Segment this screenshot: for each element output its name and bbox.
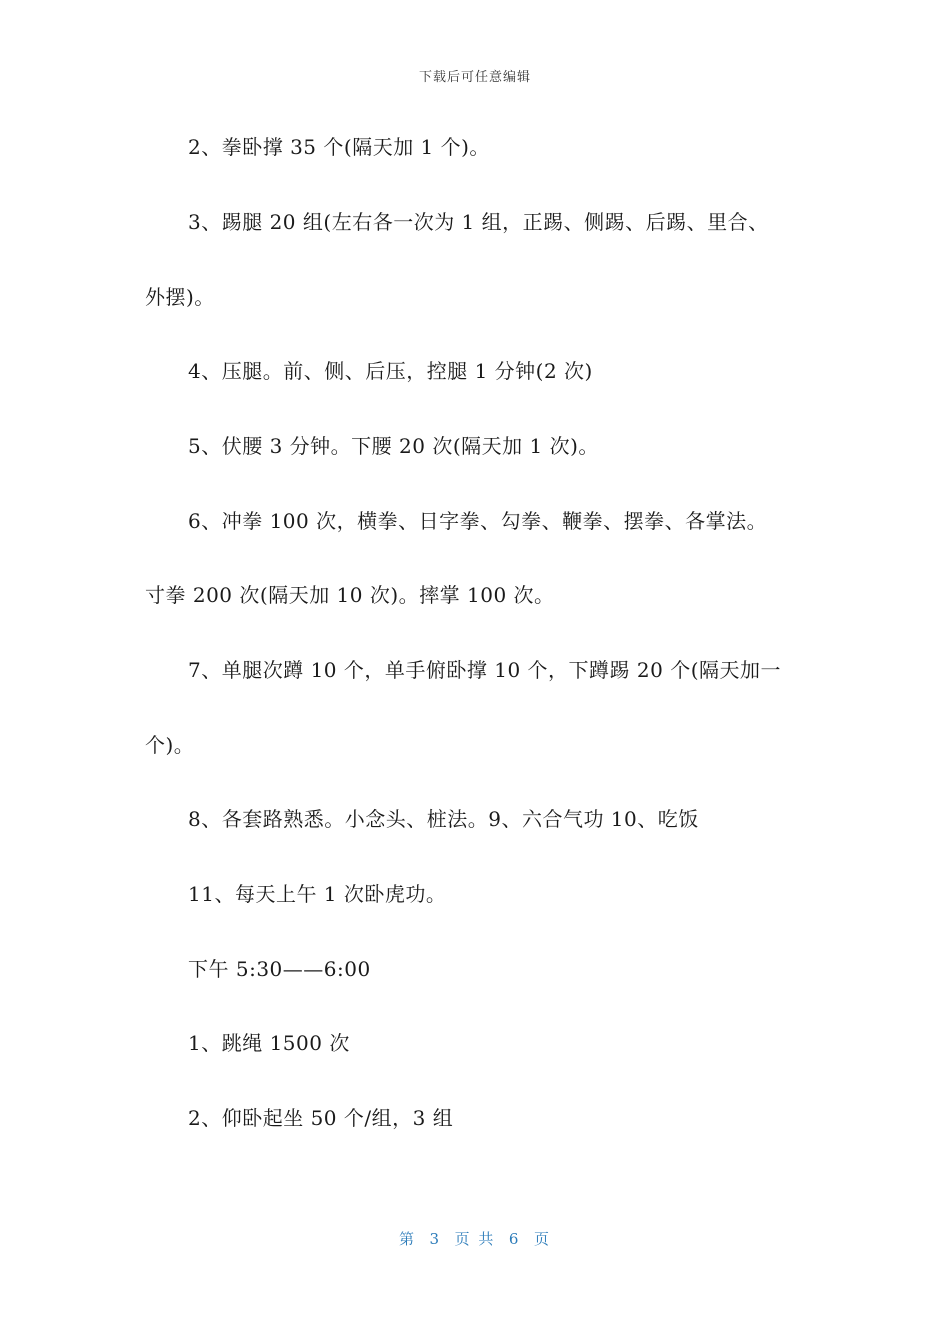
text-line: 3、踢腿 20 组(左右各一次为 1 组，正踢、侧踢、后踢、里合、 <box>188 210 769 234</box>
text-line: 11、每天上午 1 次卧虎功。 <box>188 882 447 906</box>
text-line: 6、冲拳 100 次，横拳、日字拳、勾拳、鞭拳、摆拳、各掌法。 <box>188 509 768 533</box>
text-line: 寸拳 200 次(隔天加 10 次)。摔掌 100 次。 <box>145 583 555 607</box>
text-line: 个)。 <box>145 733 195 757</box>
text-line: 2、拳卧撑 35 个(隔天加 1 个)。 <box>188 135 490 159</box>
text-line: 5、伏腰 3 分钟。下腰 20 次(隔天加 1 次)。 <box>188 434 599 458</box>
text-line: 2、仰卧起坐 50 个/组，3 组 <box>188 1106 454 1130</box>
text-line: 1、跳绳 1500 次 <box>188 1031 350 1055</box>
text-line: 7、单腿次蹲 10 个，单手俯卧撑 10 个，下蹲踢 20 个(隔天加一 <box>188 658 782 682</box>
text-line: 外摆)。 <box>145 285 215 309</box>
header-note: 下载后可任意编辑 <box>418 70 531 85</box>
text-line: 4、压腿。前、侧、后压，控腿 1 分钟(2 次) <box>188 359 593 383</box>
page-number-footer: 第 3 页 共 6 页 <box>399 1230 551 1248</box>
text-line: 8、各套路熟悉。小念头、桩法。9、六合气功 10、吃饭 <box>188 807 699 831</box>
text-line: 下午 5:30——6:00 <box>188 957 371 981</box>
